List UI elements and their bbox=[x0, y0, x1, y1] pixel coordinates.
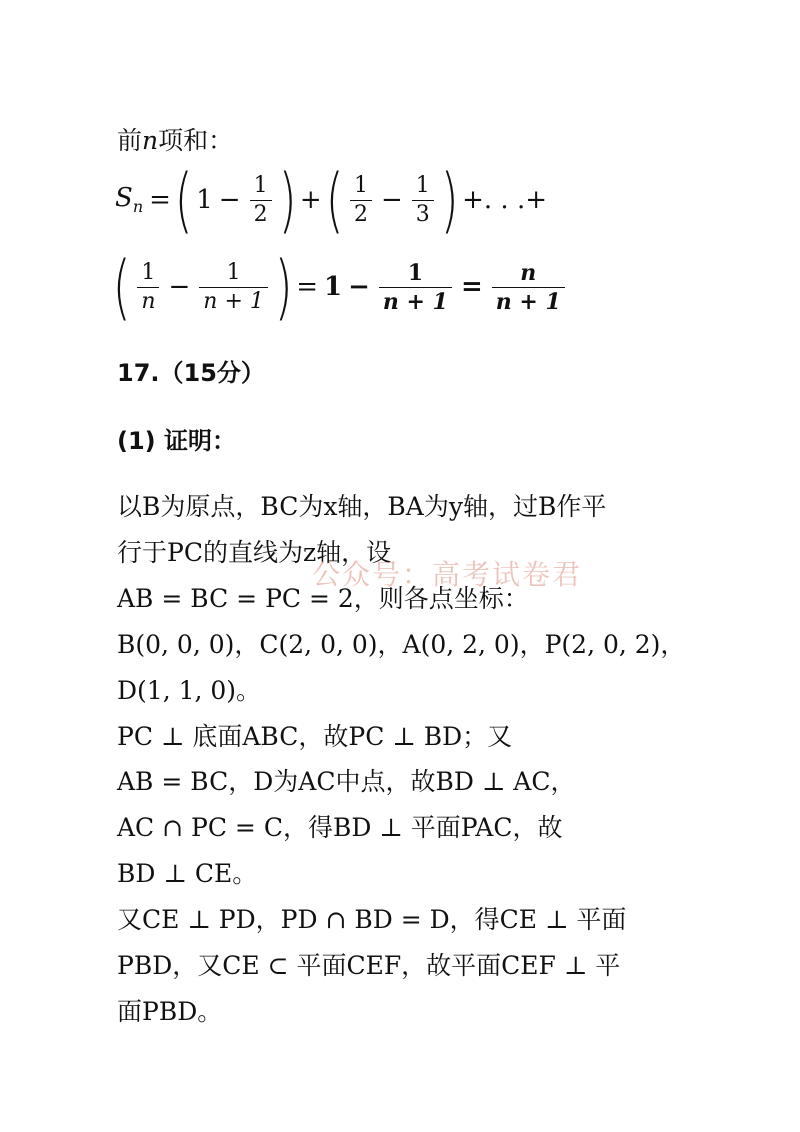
proof-line: PBD，又CE ⊂ 平面CEF，故平面CEF ⊥ 平 bbox=[117, 951, 621, 980]
intro-var: n bbox=[142, 126, 159, 155]
minus-sign: − bbox=[218, 185, 241, 215]
proof-line: 面PBD。 bbox=[117, 997, 223, 1026]
question-17-heading: 17.（15分） bbox=[117, 359, 265, 387]
minus-sign: − bbox=[168, 272, 191, 302]
result-equals: = bbox=[460, 272, 483, 302]
ellipsis-tail: +. . .+ bbox=[462, 185, 548, 215]
equals-sign: = bbox=[296, 272, 318, 302]
fraction-1-3: $\frac{1}{3}$ bbox=[412, 172, 434, 229]
proof-line: D(1, 1, 0)。 bbox=[117, 676, 262, 705]
right-paren: ) bbox=[278, 159, 297, 241]
plus-sign: + bbox=[299, 185, 322, 215]
equals-sign: = bbox=[149, 185, 171, 215]
proof-line: AB = BC，D为AC中点，故BD ⊥ AC， bbox=[117, 767, 576, 796]
part-1-heading: (1) 证明： bbox=[117, 427, 236, 455]
proof-line: 以B为原点，BC为x轴，BA为y轴，过B作平 bbox=[117, 492, 607, 521]
proof-line: AB = BC = PC = 2，则各点坐标： bbox=[117, 584, 529, 613]
sum-symbol: S bbox=[115, 183, 133, 214]
left-paren: ( bbox=[112, 246, 131, 328]
fraction-1-2: $\frac{1}{2}$ bbox=[250, 172, 272, 229]
left-paren: ( bbox=[325, 159, 344, 241]
fraction-1-n1: $\frac{1}{n + 1}$ bbox=[199, 259, 268, 316]
intro-suffix: 项和： bbox=[158, 126, 234, 155]
result-minus: − bbox=[348, 272, 370, 302]
formula-line-1 bbox=[112, 159, 550, 241]
left-paren: ( bbox=[174, 159, 193, 241]
intro-line bbox=[117, 124, 233, 158]
proof-line: B(0, 0, 0)，C(2, 0, 0)，A(0, 2, 0)，P(2, 0, 2)， bbox=[117, 630, 686, 659]
formula-line-2 bbox=[112, 246, 571, 328]
fraction-result-2: $\frac{n}{n + 1}$ bbox=[492, 259, 565, 316]
proof-line: PC ⊥ 底面ABC，故PC ⊥ BD；又 bbox=[117, 722, 513, 751]
proof-line: 行于PC的直线为z轴，设 bbox=[117, 538, 392, 567]
proof-line: 又CE ⊥ PD，PD ∩ BD = D，得CE ⊥ 平面 bbox=[117, 905, 627, 934]
proof-line: AC ∩ PC = C，得BD ⊥ 平面PAC，故 bbox=[117, 813, 563, 842]
term-one: 1 bbox=[196, 185, 213, 215]
result-one: 1 bbox=[323, 272, 343, 302]
sum-subscript: n bbox=[132, 197, 144, 217]
proof-line: BD ⊥ CE。 bbox=[117, 859, 258, 888]
fraction-1-2b: $\frac{1}{2}$ bbox=[350, 172, 372, 229]
minus-sign: − bbox=[381, 185, 403, 215]
fraction-1-n: $\frac{1}{n}$ bbox=[137, 259, 159, 316]
intro-prefix: 前 bbox=[117, 126, 143, 155]
fraction-result-1: $\frac{1}{n + 1}$ bbox=[379, 259, 452, 316]
watermark: 公众号：高考试卷君 bbox=[312, 558, 583, 591]
right-paren: ) bbox=[274, 246, 293, 328]
right-paren: ) bbox=[440, 159, 459, 241]
